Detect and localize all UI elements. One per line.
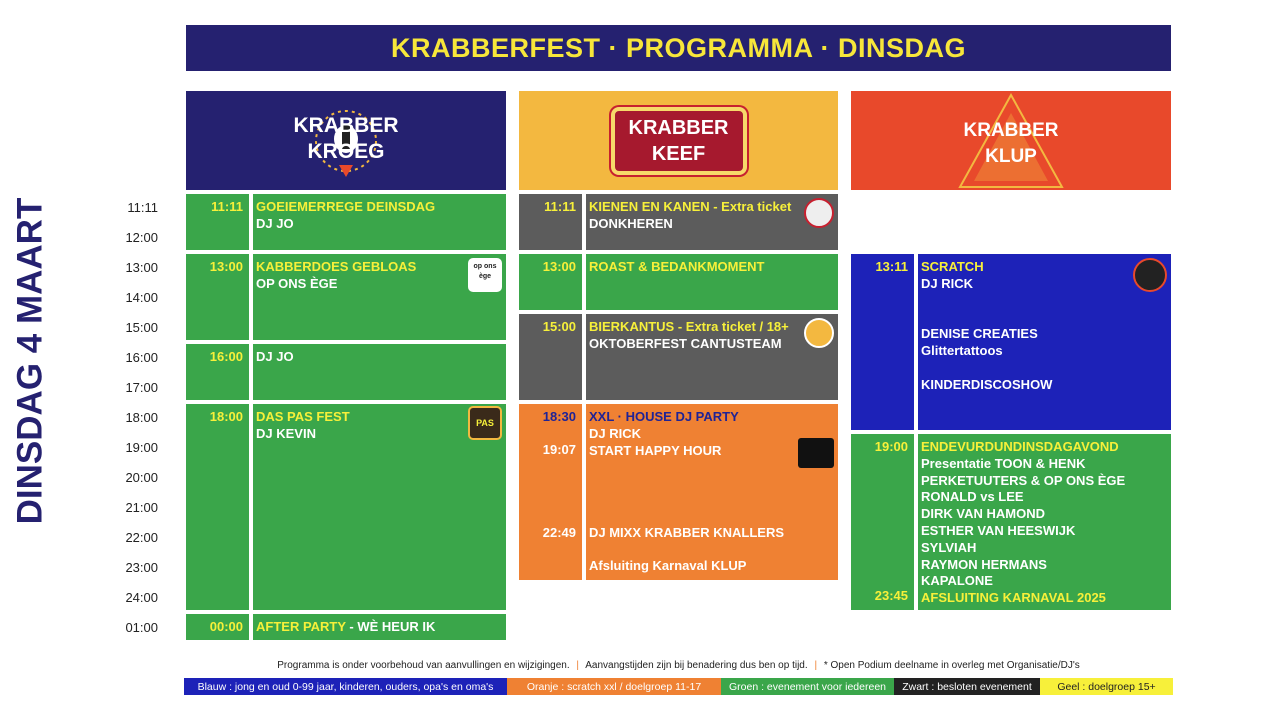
event-line: KINDERDISCOSHOW — [921, 376, 1053, 392]
event-line: DIRK VAN HAMOND — [921, 506, 1045, 522]
event-line: RONALD vs LEE — [921, 489, 1024, 505]
legend-blue: Blauw : jong en oud 0-99 jaar, kinderen, ouders, opa's en oma's — [184, 678, 507, 695]
das-pas-fest-logo: PAS — [468, 406, 502, 440]
event-title: AFSLUITING KARNAVAL 2025 — [921, 590, 1106, 606]
time-label: 14:00 — [125, 290, 158, 305]
scratch-logo — [1133, 258, 1167, 292]
event-block — [186, 254, 506, 340]
event-line: SYLVIAH — [921, 539, 977, 555]
event-line: DJ RICK — [921, 275, 974, 291]
event-time: 22:49 — [542, 525, 576, 540]
time-label: 11:11 — [127, 200, 158, 215]
time-label: 20:00 — [125, 470, 158, 485]
footnote-b: Aanvangstijden zijn bij benadering dus ben op tijd. — [585, 660, 808, 671]
footnote-separator: | — [576, 660, 580, 671]
day-title-text: DINSDAG 4 MAART — [10, 197, 49, 525]
event-time: 18:30 — [542, 409, 576, 424]
event-title: ENDEVURDUNDINSDAGAVOND — [921, 439, 1119, 454]
event-title: GOEIEMERREGE DEINSDAG — [256, 199, 436, 214]
time-label: 15:00 — [125, 320, 158, 335]
event-title: ROAST & BEDANKMOMENT — [589, 259, 765, 274]
time-label: 17:00 — [125, 380, 158, 395]
event-block — [519, 404, 838, 580]
event-block — [519, 314, 838, 400]
time-label: 18:00 — [125, 410, 158, 425]
event-line — [921, 360, 1171, 377]
event-line: ESTHER VAN HEESWIJK — [921, 522, 1076, 538]
legend-green: Groen : evenement voor iedereen — [721, 678, 894, 695]
event-line: Afsluiting Karnaval KLUP — [589, 558, 747, 573]
time-label: 19:00 — [125, 440, 158, 455]
page-title: KRABBERFEST · PROGRAMMA · DINSDAG — [186, 25, 1171, 71]
event-line — [921, 309, 1171, 326]
logo-line2: KROEG — [307, 140, 385, 163]
event-block — [186, 344, 506, 400]
event-line: PERKETUUTERS & OP ONS ÈGE — [921, 472, 1126, 488]
event-line: OKTOBERFEST CANTUSTEAM — [589, 335, 782, 351]
event-block — [186, 404, 506, 610]
event-line: DJ MIXX KRABBER KNALLERS — [589, 525, 785, 540]
event-time: 19:07 — [542, 442, 576, 457]
event-line: START HAPPY HOUR — [589, 442, 722, 458]
event-line: KAPALONE — [921, 573, 993, 589]
op-ons-ege-logo: op ons ège — [468, 258, 502, 292]
time-label: 13:00 — [125, 260, 158, 275]
event-line — [921, 293, 1171, 310]
event-title: AFTER PARTY — [256, 619, 346, 634]
time-label: 23:00 — [125, 560, 158, 575]
day-title — [10, 175, 50, 547]
legend-orange: Oranje : scratch xxl / doelgroep 11-17 — [507, 678, 721, 695]
logo-line2: KEEF — [651, 143, 706, 165]
footnote-separator: | — [814, 660, 818, 671]
event-time: 23:45 — [874, 588, 908, 603]
event-title: KABBERDOES GEBLOAS — [256, 259, 417, 274]
event-line: Presentatie TOON & HENK — [921, 455, 1086, 471]
event-line: DJ RICK — [589, 425, 642, 441]
time-label: 21:00 — [125, 500, 158, 515]
event-block — [851, 254, 1171, 430]
legend-black: Zwart : besloten evenement — [894, 678, 1040, 695]
event-line: DONKHEREN — [589, 215, 673, 231]
event-time: 19:00 — [874, 439, 908, 454]
event-line: DJ JO — [256, 215, 294, 231]
event-time: 15:00 — [542, 319, 576, 334]
event-line: Glittertattoos — [921, 342, 1003, 358]
logo-line1: KRABBER — [963, 120, 1059, 141]
event-line: OP ONS ÈGE — [256, 275, 338, 291]
event-time: 16:00 — [209, 349, 243, 364]
event-time: 11:11 — [544, 199, 576, 214]
logo-line1: KRABBER — [293, 114, 399, 137]
legend-yellow: Geel : doelgroep 15+ — [1040, 678, 1173, 695]
event-title-suffix: - WÈ HEUR IK — [345, 619, 436, 634]
event-title: KIENEN EN KANEN - Extra ticket — [589, 199, 792, 214]
time-label: 24:00 — [125, 590, 158, 605]
event-title: XXL · HOUSE DJ PARTY — [589, 409, 739, 424]
event-block — [519, 194, 838, 250]
event-time: 18:00 — [209, 409, 243, 424]
event-line: DENISE CREATIES — [921, 326, 1038, 342]
time-label: 01:00 — [125, 620, 158, 635]
event-time: 11:11 — [211, 199, 243, 214]
event-time: 13:00 — [209, 259, 243, 274]
event-line: RAYMON HERMANS — [921, 556, 1047, 572]
logo-line1: KRABBER — [628, 117, 729, 139]
krabber-kroeg-logo — [186, 91, 506, 190]
time-label: 22:00 — [125, 530, 158, 545]
event-block — [519, 254, 838, 310]
event-line: DJ JO — [256, 349, 294, 364]
time-label: 12:00 — [125, 230, 158, 245]
scratch-xxl-logo — [798, 438, 834, 468]
footnote-a: Programma is onder voorbehoud van aanvullingen en wijzigingen. — [277, 660, 570, 671]
krabber-klup-logo — [851, 91, 1171, 190]
event-title: BIERKANTUS - Extra ticket / 18+ — [589, 319, 789, 334]
logo-line2: KLUP — [985, 146, 1037, 167]
event-time: 13:11 — [875, 259, 908, 274]
event-time: 13:00 — [542, 259, 576, 274]
time-label: 16:00 — [125, 350, 158, 365]
krabber-keef-logo — [519, 91, 838, 190]
cantus-logo — [804, 318, 834, 348]
event-line: DJ KEVIN — [256, 425, 316, 441]
footnote-c: * Open Podium deelname in overleg met Organisatie/DJ's — [823, 660, 1080, 671]
event-block — [186, 194, 506, 250]
event-block — [186, 614, 506, 640]
donkheren-logo — [804, 198, 834, 228]
event-time: 00:00 — [209, 619, 243, 634]
event-title: SCRATCH — [921, 259, 984, 274]
footnote — [186, 660, 1171, 671]
event-block — [851, 434, 1171, 610]
event-title: DAS PAS FEST — [256, 409, 350, 424]
